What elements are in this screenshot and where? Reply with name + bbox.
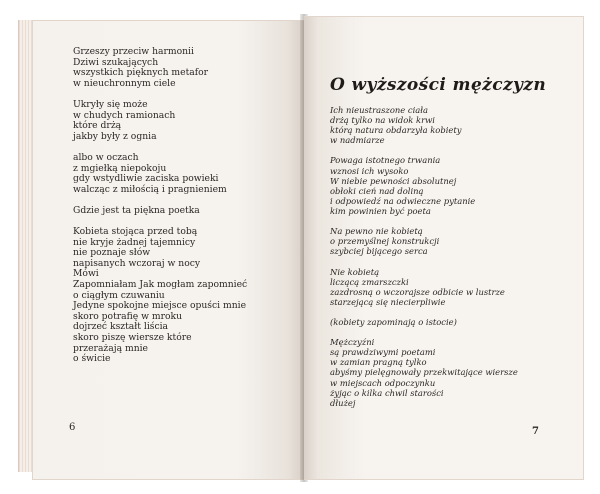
poem-line: w nieuchronnym ciele — [73, 77, 176, 89]
poem-line: Nie kobietą — [330, 266, 380, 277]
poem-line: w chudych ramionach — [73, 109, 176, 121]
poem-line: w zamian pragną tylko — [330, 357, 427, 368]
poem-line: są prawdziwymi poetami — [330, 347, 436, 358]
poem-line: wszystkich pięknych metafor — [73, 67, 209, 79]
poem-line: z mgiełką niepokoju — [73, 162, 167, 174]
poem-line: Mówi — [73, 268, 99, 280]
page-number-left: 6 — [69, 422, 76, 433]
poem-line: nie poznaje słów — [73, 247, 151, 259]
poem-line: o ciągłym czuwaniu — [73, 289, 165, 301]
poem-line: Dziwi szukających — [73, 56, 159, 68]
poem-line: Mężczyźni — [330, 337, 375, 348]
poem-line: szybciej bijącego serca — [330, 246, 428, 257]
poem-line: Kobieta stojąca przed tobą — [73, 226, 198, 238]
poem-line: przerażają mnie — [73, 342, 148, 354]
poem-line: o przemyślnej konstrukcji — [330, 236, 440, 247]
poem-line: skoro potrafię w mroku — [73, 310, 183, 322]
poem-line: starzejącą się niecierpliwie — [330, 296, 446, 307]
poem-line: i odpowiedź na odwieczne pytanie — [330, 195, 476, 206]
poem-line: nie kryje żadnej tajemnicy — [73, 236, 196, 248]
poem-line: (kobiety zapominają o istocie) — [330, 316, 457, 327]
poem-line: Powaga istotnego trwania — [330, 155, 441, 166]
poem-line: o świcie — [73, 353, 111, 365]
poem-line: które drżą — [73, 120, 122, 132]
poem-line: dojrzeć kształt liścia — [73, 321, 169, 333]
poem-line: liczącą zmarszczki — [330, 276, 409, 287]
left-poem — [73, 47, 247, 365]
left-page — [32, 20, 304, 480]
poem-line: obłoki cień nad doliną — [330, 185, 424, 196]
poem-line: drżą tylko na widok krwi — [330, 115, 435, 126]
poem-line: napisanych wczoraj w nocy — [73, 257, 201, 269]
stanza-gap — [330, 327, 518, 337]
stanza-gap — [330, 216, 518, 226]
poem-line: Grzeszy przeciw harmonii — [73, 46, 194, 57]
poem-line: albo w oczach — [73, 151, 139, 163]
poem-line: Ich nieustraszone ciała — [330, 105, 428, 115]
poem-line: jakby były z ognia — [73, 130, 157, 142]
poem-line: Gdzie jest ta piękna poetka — [73, 204, 200, 216]
poem-line: Na pewno nie kobietą — [330, 226, 423, 237]
poem-line: Jedyne spokojne miejsce opuści mnie — [73, 300, 247, 312]
poem-line: w nadmiarze — [330, 135, 385, 146]
poem-line: walcząc z miłością i pragnieniem — [73, 183, 227, 195]
page-number-right: 7 — [532, 426, 539, 437]
poem-line: abyśmy pielęgnowały przekwitające wiersze — [330, 367, 518, 378]
poem-line: w miejscach odpoczynku — [330, 377, 436, 388]
stanza-gap — [330, 145, 518, 155]
poem-line: dłużej — [330, 397, 356, 408]
poem-line: zazdrosną o wczorajsze odbicie w lustrze — [330, 286, 505, 297]
poem-line: kim powinien być poeta — [330, 205, 431, 216]
poem-line: żyjąc o kilka chwil starości — [330, 387, 444, 398]
poem-line: Ukryły się może — [73, 98, 148, 110]
poem-line: gdy wstydliwie zaciska powieki — [73, 173, 219, 185]
poem-line: wznosi ich wysoko — [330, 165, 409, 176]
open-book — [18, 14, 584, 482]
right-poem — [330, 105, 518, 408]
right-page — [304, 16, 584, 480]
poem-line: skoro piszę wiersze które — [73, 332, 192, 344]
poem-line: W niebie pewności absolutnej — [330, 175, 457, 186]
poem-line: Zapomniałam Jak mogłam zapomnieć — [73, 279, 248, 291]
poem-title: O wyższości mężczyzn — [330, 75, 547, 95]
poem-line: którą natura obdarzyła kobiety — [330, 125, 462, 136]
stanza-gap — [330, 256, 518, 266]
stanza-gap — [330, 307, 518, 317]
